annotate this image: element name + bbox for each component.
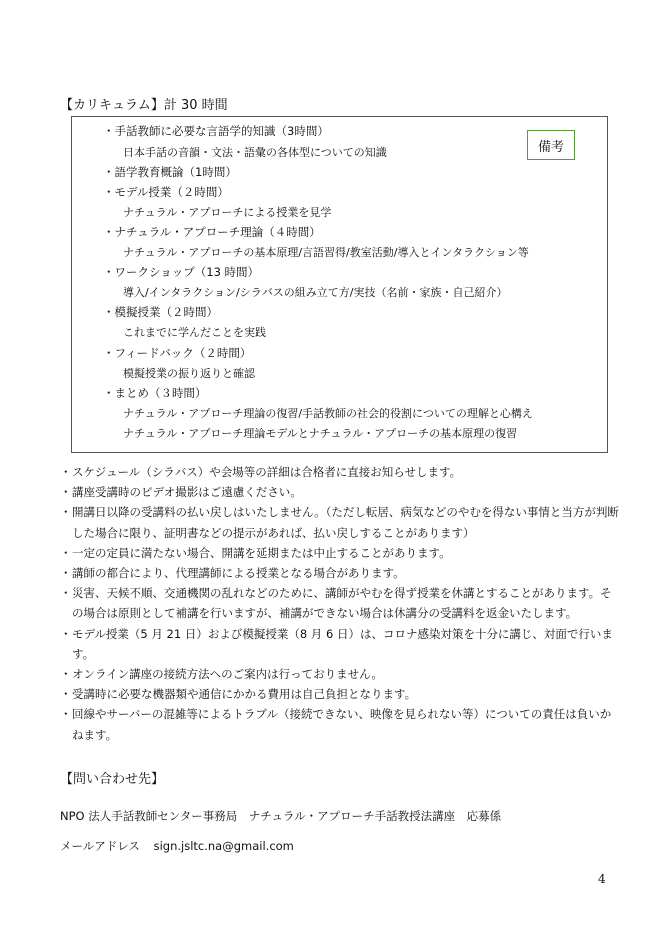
curriculum-detail: 模擬授業の振り返りと確認 — [123, 367, 255, 380]
note-item: ・ 開講日以降の受講料の払い戻しはいたしません。（ただし転居、病気などのやむを得ない事情と当方が判断した場合に限り、証明書などの提示があれば、払い戻しすることがあります） — [60, 505, 619, 540]
page-number: 4 — [598, 872, 606, 886]
curriculum-detail: ナチュラル・アプローチによる授業を見学 — [123, 206, 332, 219]
curriculum-item: ・モデル授業（２時間） — [103, 185, 229, 199]
note-item: ・ オンライン講座の接続方法へのご案内は行っておりません。 — [60, 667, 383, 682]
note-item: ・ 一定の定員に満たない場合、開講を延期または中止することがあります。 — [60, 545, 451, 560]
note-item: ・ モデル授業（5 月 21 日）および模擬授業（8 月 6 日）は、コロナ感染対策を十分に講じ、対面で行います。 — [60, 626, 613, 661]
curriculum-detail: 日本手話の音韻・文法・語彙の各体型についての知識 — [123, 146, 387, 159]
curriculum-detail: これまでに学んだことを実践 — [123, 326, 266, 339]
curriculum-item: ・フィードバック（２時間） — [103, 346, 252, 360]
curriculum-item: ・模擬授業（２時間） — [103, 305, 218, 319]
curriculum-item: ・ワークショップ（13 時間） — [103, 265, 260, 279]
note-item: ・ 受講時に必要な機器類や通信にかかる費用は自己負担となります。 — [60, 687, 417, 702]
curriculum-detail: 導入/インタラクション/シラバスの組み立て方/実技（名前・家族・自己紹介） — [123, 286, 508, 299]
note-item: ・ 講師の都合により、代理講師による授業となる場合があります。 — [60, 566, 405, 581]
curriculum-item: ・語学教育概論（1時間） — [103, 165, 237, 179]
note-item: ・ 講座受講時のビデオ撮影はご遠慮ください。 — [60, 485, 302, 500]
curriculum-item: ・まとめ（３時間） — [103, 386, 207, 400]
email-label: メールアドレス — [60, 839, 140, 853]
contact-organization: NPO 法人手話教師センター事務局 ナチュラル・アプローチ手話教授法講座 応募係 — [60, 809, 502, 823]
curriculum-item: ・手話教師に必要な言語学的知識（3時間） — [103, 124, 329, 138]
contact-email-row — [60, 838, 294, 854]
curriculum-item: ・ナチュラル・アプローチ理論（４時間） — [103, 225, 321, 239]
remark-box: 備考 — [527, 130, 575, 160]
note-item: ・ スケジュール（シラバス）や会場等の詳細は合格者に直接お知らせします。 — [60, 465, 462, 479]
email-address[interactable]: sign.jsltc.na@gmail.com — [153, 839, 294, 853]
curriculum-detail: ナチュラル・アプローチ理論の復習/手話教師の社会的役割についての理解と心構え — [123, 407, 533, 420]
note-item: ・ 回線やサーバーの混雑等によるトラブル（接続できない、映像を見られない等）についての責任は負いかねます。 — [60, 707, 612, 742]
notes-list — [60, 462, 620, 745]
curriculum-detail: ナチュラル・アプローチの基本原理/言語習得/教室活動/導入とインタラクション等 — [123, 246, 529, 259]
curriculum-heading: 【カリキュラム】計 30 時間 — [60, 98, 228, 113]
contact-heading: 【問い合わせ先】 — [60, 772, 165, 787]
note-item: ・ 災害、天候不順、交通機関の乱れなどのために、講師がやむを得ず授業を休講とすることがあります。その場合は原則として補講を行いますが、補講ができない場合は休講分の受講料を返金いたします。 — [60, 586, 612, 621]
curriculum-detail: ナチュラル・アプローチ理論モデルとナチュラル・アプローチの基本原理の復習 — [123, 427, 518, 440]
